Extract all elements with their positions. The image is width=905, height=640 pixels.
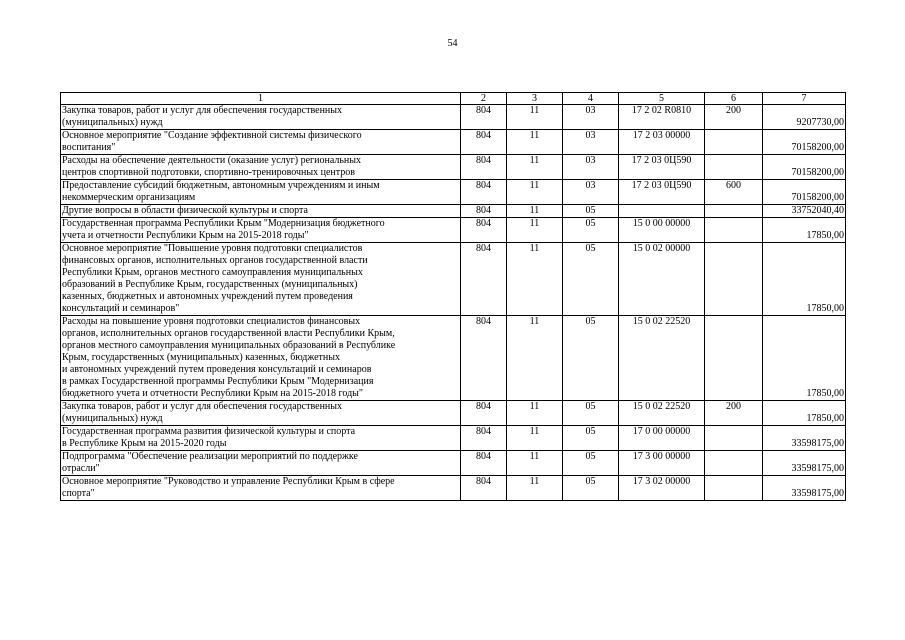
column-header: 6 (705, 93, 763, 105)
row-expense-type-cell (705, 130, 763, 155)
row-code-cell: 804 (461, 476, 507, 501)
row-subsection-cell: 03 (563, 105, 619, 130)
row-target-article-cell: 17 2 03 0Ц590 (619, 155, 705, 180)
row-name-cell: Предоставление субсидий бюджетным, автономным учреждениям и иным некоммерческим организациям (61, 180, 461, 205)
row-amount-cell: 70158200,00 (763, 155, 846, 180)
row-section-cell: 11 (507, 218, 563, 243)
row-amount-cell: 17850,00 (763, 401, 846, 426)
row-target-article-cell (619, 205, 705, 218)
row-subsection-cell: 03 (563, 180, 619, 205)
row-expense-type-cell (705, 451, 763, 476)
row-code-cell: 804 (461, 155, 507, 180)
row-amount-cell: 17850,00 (763, 243, 846, 316)
row-target-article-cell: 15 0 02 22520 (619, 316, 705, 401)
table-row (61, 155, 846, 180)
row-code-cell: 804 (461, 130, 507, 155)
row-code-cell: 804 (461, 205, 507, 218)
row-amount-cell: 9207730,00 (763, 105, 846, 130)
column-header: 2 (461, 93, 507, 105)
table-row (61, 476, 846, 501)
row-name-cell: Государственная программа развития физической культуры и спорта в Республике Крым на 2015-2020 годы (61, 426, 461, 451)
column-header: 7 (763, 93, 846, 105)
row-subsection-cell: 05 (563, 218, 619, 243)
row-subsection-cell: 03 (563, 155, 619, 180)
row-section-cell: 11 (507, 105, 563, 130)
row-name-cell: Закупка товаров, работ и услуг для обеспечения государственных (муниципальных) нужд (61, 105, 461, 130)
row-section-cell: 11 (507, 426, 563, 451)
row-amount-cell: 33598175,00 (763, 426, 846, 451)
table-row (61, 401, 846, 426)
table-row (61, 316, 846, 401)
row-name-cell: Закупка товаров, работ и услуг для обеспечения государственных (муниципальных) нужд (61, 401, 461, 426)
row-subsection-cell: 05 (563, 243, 619, 316)
row-name-cell: Государственная программа Республики Крым "Модернизация бюджетного учета и отчетности Республики Крым на 2015-2018 годы" (61, 218, 461, 243)
row-amount-cell: 17850,00 (763, 218, 846, 243)
row-subsection-cell: 05 (563, 426, 619, 451)
row-subsection-cell: 05 (563, 401, 619, 426)
row-name-cell: Основное мероприятие "Создание эффективной системы физического воспитания" (61, 130, 461, 155)
row-code-cell: 804 (461, 451, 507, 476)
table-row (61, 130, 846, 155)
row-name-cell: Другие вопросы в области физической культуры и спорта (61, 205, 461, 218)
row-expense-type-cell (705, 476, 763, 501)
row-target-article-cell: 17 2 03 0Ц590 (619, 180, 705, 205)
row-code-cell: 804 (461, 105, 507, 130)
table-header-row (61, 93, 846, 105)
column-header: 5 (619, 93, 705, 105)
row-section-cell: 11 (507, 316, 563, 401)
table-row (61, 218, 846, 243)
row-expense-type-cell (705, 218, 763, 243)
row-name-cell: Основное мероприятие "Руководство и управление Республики Крым в сфере спорта" (61, 476, 461, 501)
row-target-article-cell: 15 0 02 00000 (619, 243, 705, 316)
budget-table (60, 92, 846, 501)
row-expense-type-cell: 600 (705, 180, 763, 205)
row-amount-cell: 33598175,00 (763, 476, 846, 501)
row-expense-type-cell (705, 426, 763, 451)
table-row (61, 105, 846, 130)
row-section-cell: 11 (507, 476, 563, 501)
row-amount-cell: 33752040,40 (763, 205, 846, 218)
row-name-cell: Подпрограмма "Обеспечение реализации мероприятий по поддержке отрасли" (61, 451, 461, 476)
row-code-cell: 804 (461, 316, 507, 401)
row-target-article-cell: 17 2 02 R0810 (619, 105, 705, 130)
row-name-cell: Расходы на обеспечение деятельности (оказание услуг) региональных центров спортивной подготовки, спортивно-тренировочных центров (61, 155, 461, 180)
row-subsection-cell: 05 (563, 451, 619, 476)
row-target-article-cell: 15 0 00 00000 (619, 218, 705, 243)
row-subsection-cell: 05 (563, 476, 619, 501)
row-code-cell: 804 (461, 426, 507, 451)
row-amount-cell: 33598175,00 (763, 451, 846, 476)
row-expense-type-cell (705, 205, 763, 218)
row-subsection-cell: 05 (563, 205, 619, 218)
row-target-article-cell: 17 2 03 00000 (619, 130, 705, 155)
row-target-article-cell: 15 0 02 22520 (619, 401, 705, 426)
table-row (61, 243, 846, 316)
table-row (61, 180, 846, 205)
row-expense-type-cell: 200 (705, 105, 763, 130)
row-target-article-cell: 17 3 00 00000 (619, 451, 705, 476)
row-section-cell: 11 (507, 243, 563, 316)
row-section-cell: 11 (507, 205, 563, 218)
row-amount-cell: 70158200,00 (763, 130, 846, 155)
column-header: 4 (563, 93, 619, 105)
table-row (61, 205, 846, 218)
row-expense-type-cell (705, 155, 763, 180)
row-code-cell: 804 (461, 243, 507, 316)
row-section-cell: 11 (507, 130, 563, 155)
row-amount-cell: 17850,00 (763, 316, 846, 401)
row-expense-type-cell (705, 316, 763, 401)
column-header: 1 (61, 93, 461, 105)
row-subsection-cell: 05 (563, 316, 619, 401)
row-amount-cell: 70158200,00 (763, 180, 846, 205)
row-expense-type-cell: 200 (705, 401, 763, 426)
table-row (61, 451, 846, 476)
row-subsection-cell: 03 (563, 130, 619, 155)
table-row (61, 426, 846, 451)
column-header: 3 (507, 93, 563, 105)
page-number: 54 (447, 38, 458, 49)
row-expense-type-cell (705, 243, 763, 316)
row-section-cell: 11 (507, 401, 563, 426)
row-name-cell: Расходы на повышение уровня подготовки специалистов финансовых органов, исполнительных органов государственной власти Республики Крым, органов местного самоуправления муниципальных образований в Республике Крым, государственных (муниципальных) казенных, бюджетных и автономных учреждений путем проведения консультаций и семинаров в рамках Государственной программы Республики Крым "Модернизация бюджетного учета и отчетности Республики Крым на 2015-2018 годы" (61, 316, 461, 401)
row-target-article-cell: 17 0 00 00000 (619, 426, 705, 451)
row-code-cell: 804 (461, 180, 507, 205)
row-code-cell: 804 (461, 401, 507, 426)
row-name-cell: Основное мероприятие "Повышение уровня подготовки специалистов финансовых органов, исполнительных органов государственной власти Республики Крым, органов местного самоуправления муниципальных образований в Республике Крым, государственных (муниципальных) казенных, бюджетных и автономных учреждений путем проведения консультаций и семинаров" (61, 243, 461, 316)
row-target-article-cell: 17 3 02 00000 (619, 476, 705, 501)
row-section-cell: 11 (507, 155, 563, 180)
row-code-cell: 804 (461, 218, 507, 243)
row-section-cell: 11 (507, 180, 563, 205)
row-section-cell: 11 (507, 451, 563, 476)
